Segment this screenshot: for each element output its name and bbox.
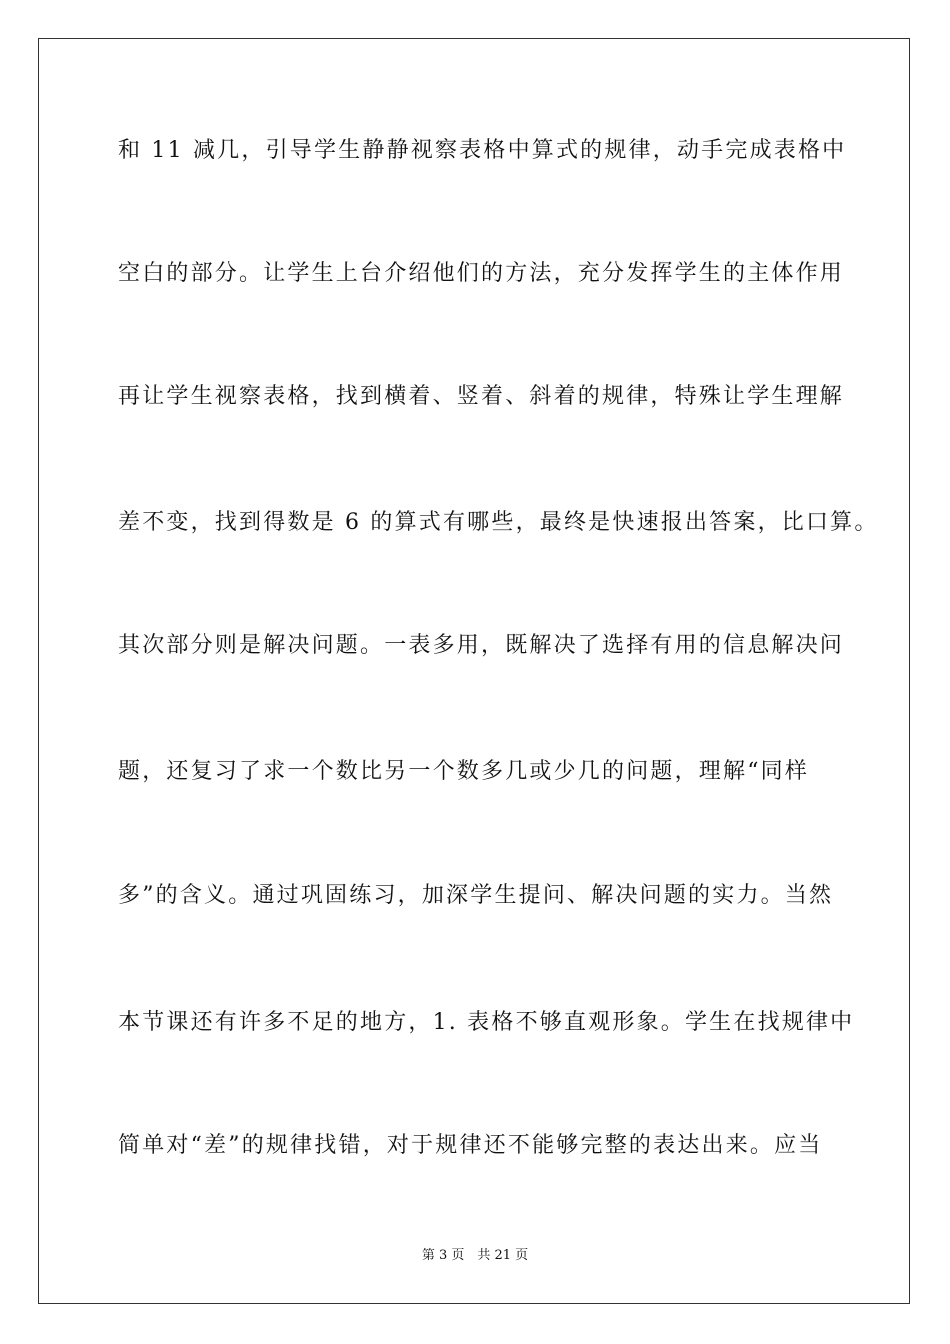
body-line-6: 题，还复习了求一个数比另一个数多几或少几的问题，理解“同样 xyxy=(118,759,810,784)
body-line-7: 多”的含义。通过巩固练习，加深学生提问、解决问题的实力。当然 xyxy=(118,883,834,908)
page-number-footer: 第 3 页 共 21 页 xyxy=(421,1248,529,1263)
body-line-4: 差不变，找到得数是 6 的算式有哪些，最终是快速报出答案，比口算。 xyxy=(118,510,879,535)
body-line-8: 本节课还有许多不足的地方，1. 表格不够直观形象。学生在找规律中 xyxy=(118,1010,855,1035)
body-line-2: 空白的部分。让学生上台介绍他们的方法，充分发挥学生的主体作用 xyxy=(118,261,845,286)
body-line-3: 再让学生视察表格，找到横着、竖着、斜着的规律，特殊让学生理解 xyxy=(118,384,845,409)
body-line-1: 和 11 减几，引导学生静静视察表格中算式的规律，动手完成表格中 xyxy=(118,138,847,163)
page-border xyxy=(38,38,910,1304)
body-line-9: 简单对“差”的规律找错，对于规律还不能够完整的表达出来。应当 xyxy=(118,1133,823,1158)
body-line-5: 其次部分则是解决问题。一表多用，既解决了选择有用的信息解决问 xyxy=(118,633,845,658)
